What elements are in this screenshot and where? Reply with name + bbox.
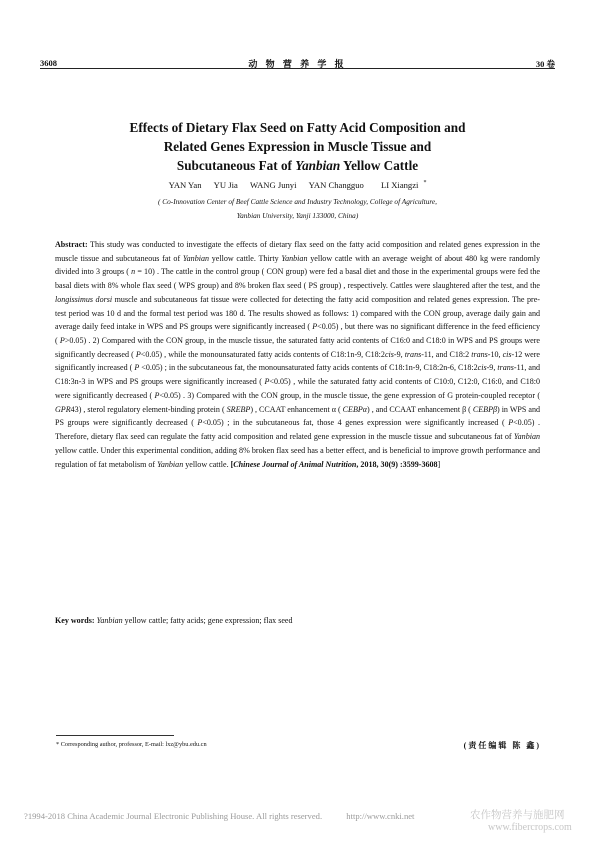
author: WANG Junyi [249, 180, 297, 190]
title-line-2: Related Genes Expression in Muscle Tissue and [163, 139, 432, 154]
abstract: Abstract: This study was conducted to investigate the effects of dietary flax seed on the fatty acid composition and related genes expression in the muscle tissue and subcutaneous fat of Yanbian yellow cattle. Thirty Yanbian yellow cattle with an average weight of about 480 kg were randomly divided into 3 groups ( n = 10) . The cattle in the control group ( CON group) were fed a basal diet and those in the experimental groups were fed the basal diets with 8% whole flax seed ( WPS group) and 8% broken flax seed ( PS group) , respectively. Cattles were slaughtered after the test, and the longissimus dorsi muscle and subcutaneous fat tissue were collected for detecting the fatty acid composition and related genes expression. The pre-test period was 10 d and the formal test period was 180 d. The results showed as follows: 1) compared with the CON group, average daily gain and average daily feed intake in WPS and PS groups were significantly increased ( P<0.05) , but there was no significant difference in the feed efficiency ( P>0.05) . 2) Compared with the CON group, in the muscle tissue, the saturated fatty acid contents of C16:0 and C18:0 in WPS and PS groups were significantly decreased ( P<0.05) , while the monounsaturated fatty acids contents of C18:1n-9, C18:2cis-9, trans-11, and C18:2 trans-10, cis-12 were significantly increased ( P <0.05) ; in the subcutaneous fat, the monounsaturated fatty acids contents of C18:1n-9, C18:2n-6, C18:2cis-9, trans-11, and C18:3n-3 in WPS and PS groups were significantly increased ( P<0.05) , while the saturated fatty acid contents of C10:0, C12:0, C16:0, and C18:0 were significantly decreased ( P<0.05) . 3) Compared with the CON group, in the muscle tissue, the gene expression of G protein-coupled receptor ( GPR43) , sterol regulatory element-binding protein ( SREBP) , CCAAT enhancement α ( CEBPα) , and CCAAT enhancement β ( CEBPβ) in WPS and PS groups were significantly decreased ( P<0.05) ; in the subcutaneous fat, those 4 genes expression were significantly increased ( P<0.05) . Therefore, dietary flax seed can regulate the fatty acid composition and related gene expression in the muscle tissue and subcutaneous fat of Yanbian yellow cattle. Under this experimental condition, adding 8% broken flax seed has a better effect, and is beneficial to improve growth performance and regulation of fat metabolism of Yanbian yellow cattle. [Chinese Journal of Animal Nutrition, 2018, 30(9) :3599-3608] [55, 240, 541, 469]
affiliation [90, 195, 505, 223]
header-rule [40, 68, 555, 69]
volume-number: 30 卷 [535, 59, 555, 69]
footer-url[interactable]: http://www.cnki.net [346, 811, 415, 821]
journal-citation: [Chinese Journal of Animal Nutrition, 2018, 30(9) :3599-3608 [230, 459, 438, 469]
affiliation-line-2: Yanbian University, Yanji 133000, China) [236, 211, 359, 220]
journal-name: 动 物 营 养 学 报 [248, 59, 347, 69]
watermark-url: www.fibercrops.com [488, 822, 572, 833]
keywords: Key words: Yanbian yellow cattle; fatty acids; gene expression; flax seed [55, 616, 293, 625]
editor-note: (责任编辑 陈 鑫) [463, 741, 541, 750]
page-footer [24, 811, 436, 821]
corresponding-mark: * [423, 180, 427, 187]
running-header [40, 46, 555, 68]
title-line-1: Effects of Dietary Flax Seed on Fatty Acid Composition and [129, 120, 466, 135]
author: LI Xiangzi * [380, 180, 427, 190]
watermark-text: 农作物营养与施肥网 [470, 810, 565, 821]
page-number: 3608 [40, 58, 57, 68]
affiliation-line-1: ( Co-Innovation Center of Beef Cattle Science and Industry Technology, College of Agriculture, [158, 197, 437, 206]
paper-title [60, 118, 535, 175]
author: YAN Changguo [308, 180, 364, 190]
title-line-3: Subcutaneous Fat of Yanbian Yellow Cattle [176, 158, 419, 173]
corresponding-author-footnote: * Corresponding author, professor, E-mail: lxz@ybu.edu.cn [56, 741, 207, 748]
author: YAN Yan [168, 180, 202, 190]
abstract-label: Abstract: [55, 240, 88, 249]
author-list [40, 180, 555, 190]
copyright-notice: ?1994-2018 China Academic Journal Electronic Publishing House. All rights reserved. [24, 811, 323, 821]
author: YU Jia [213, 180, 238, 190]
footnote-rule [56, 735, 174, 736]
keywords-label: Key words: [55, 616, 95, 625]
